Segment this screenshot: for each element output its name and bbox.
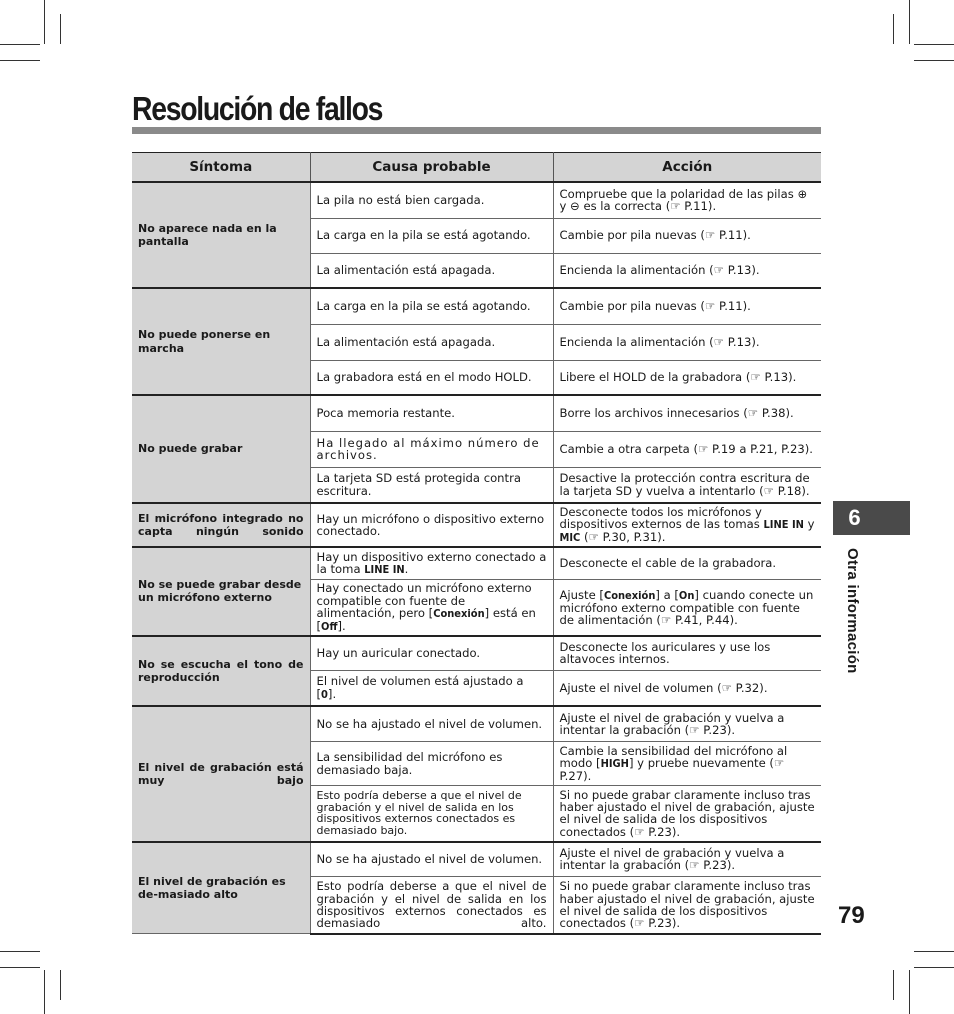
table-header-row [132, 153, 821, 183]
action-text: Cambie la sensibilidad del micrófono al modo [ [559, 743, 788, 771]
crop-mark [44, 0, 45, 44]
crop-mark [909, 970, 910, 1014]
cause-cell: Esto podría deberse a que el nivel de grabación y el nivel de salida en los dispositivos externos conectados es demasiado bajo. [310, 786, 553, 842]
symptom-cell [132, 706, 310, 842]
chapter-tab [833, 501, 910, 535]
table-row [132, 636, 821, 671]
action-cell: Libere el HOLD de la grabadora (☞ P.13). [553, 360, 821, 395]
action-cell [553, 742, 821, 786]
action-cell: Cambie por pila nuevas (☞ P.11). [553, 288, 821, 324]
cause-text: El nivel de volumen está ajustado a [ [316, 674, 524, 701]
crop-mark [909, 0, 910, 44]
cause-cell: Hay un auricular conectado. [310, 636, 553, 671]
action-cell: Cambie por pila nuevas (☞ P.11). [553, 218, 821, 253]
action-cell: Si no puede grabar claramente incluso tras haber ajustado el nivel de grabación, ajuste el nivel de salida de los dispositivos conectados (☞ P.23). [553, 877, 821, 934]
cause-text: Hay conectado un micrófono externo compatible con fuente de alimentación, pero [ [316, 581, 532, 621]
troubleshooting-table [132, 152, 821, 935]
cause-cell: No se ha ajustado el nivel de volumen. [310, 706, 553, 742]
action-text: ] y pruebe nuevamente (☞ P.27). [559, 756, 785, 784]
cause-cell: Ha llegado al máximo número de archivos. [310, 431, 553, 467]
page-title: Resolución de fallos [132, 90, 383, 127]
symptom-cell [132, 503, 310, 547]
action-cell: Borre los archivos innecesarios (☞ P.38). [553, 395, 821, 431]
cause-cell: La alimentación está apagada. [310, 253, 553, 288]
cause-cell: Hay un micrófono o dispositivo externo conectado. [310, 503, 553, 547]
symptom-cell: El nivel de grabación es de-masiado alto [132, 842, 310, 934]
action-text: Ajuste [ [559, 587, 604, 602]
cause-cell: La alimentación está apagada. [310, 324, 553, 360]
action-cell [553, 503, 821, 547]
key-label: 0 [321, 687, 328, 701]
crop-mark [893, 970, 894, 1000]
action-cell: Cambie a otra carpeta (☞ P.19 a P.21, P.23). [553, 431, 821, 467]
cause-cell: La sensibilidad del micrófono es demasiado baja. [310, 742, 553, 786]
cause-cell [310, 547, 553, 580]
cause-cell: La carga en la pila se está agotando. [310, 218, 553, 253]
key-label: On [678, 588, 695, 602]
action-cell: Desconecte los auriculares y use los altavoces internos. [553, 636, 821, 671]
cause-cell: La grabadora está en el modo HOLD. [310, 360, 553, 395]
crop-mark [0, 951, 40, 952]
cause-cell: La tarjeta SD está protegida contra escritura. [310, 467, 553, 503]
symptom-cell: No puede ponerse en marcha [132, 288, 310, 395]
crop-mark [914, 44, 954, 45]
crop-mark [0, 60, 40, 61]
table-row [132, 288, 821, 324]
page-number: 79 [838, 902, 865, 929]
action-text: ] a [ [655, 587, 679, 602]
key-label: Conexión [433, 607, 485, 621]
header-action: Acción [553, 153, 821, 183]
cause-text: ]. [337, 618, 346, 633]
key-label: Off [321, 619, 338, 633]
action-cell: Encienda la alimentación (☞ P.13). [553, 324, 821, 360]
crop-mark [914, 60, 954, 61]
crop-mark [0, 967, 40, 968]
cause-cell [310, 580, 553, 636]
symptom-cell: No se puede grabar desde un micrófono externo [132, 547, 310, 636]
action-cell [553, 580, 821, 636]
header-cause: Causa probable [310, 153, 553, 183]
cause-cell [310, 671, 553, 706]
table-row [132, 547, 821, 580]
crop-mark [60, 14, 61, 44]
cause-cell: Esto podría deberse a que el nivel de grabación y el nivel de salida en los dispositivos externos conectados es demasiado alto. [310, 877, 553, 934]
cause-cell: No se ha ajustado el nivel de volumen. [310, 842, 553, 877]
title-underline [132, 127, 821, 134]
table-row [132, 395, 821, 431]
action-text: ] cuando conecte un micrófono externo compatible con fuente de alimentación (☞ P.41, P.44). [559, 587, 814, 627]
action-cell: Si no puede grabar claramente incluso tras haber ajustado el nivel de grabación, ajuste el nivel de salida de los dispositivos conectados (☞ P.23). [553, 786, 821, 842]
symptom-text: El nivel de grabación está muy bajo [138, 760, 304, 787]
key-label: HIGH [600, 757, 629, 771]
cause-cell: La pila no está bien cargada. [310, 182, 553, 218]
cause-cell: Poca memoria restante. [310, 395, 553, 431]
table-row [132, 842, 821, 877]
symptom-cell [132, 636, 310, 706]
cause-text: Hay un dispositivo externo conectado a la toma [316, 550, 547, 577]
key-label: LINE IN [763, 518, 804, 532]
key-label: MIC [559, 531, 581, 545]
symptom-cell: No puede grabar [132, 395, 310, 503]
action-text: (☞ P.30, P.31). [580, 530, 666, 545]
chapter-number: 6 [848, 505, 861, 530]
action-cell: Encienda la alimentación (☞ P.13). [553, 253, 821, 288]
crop-mark [914, 951, 954, 952]
action-cell: Ajuste el nivel de volumen (☞ P.32). [553, 671, 821, 706]
table-row [132, 182, 821, 218]
chapter-label: Otra información [844, 548, 861, 674]
crop-mark [44, 970, 45, 1014]
crop-mark [60, 970, 61, 1000]
action-text: y [803, 517, 815, 532]
crop-mark [893, 14, 894, 44]
key-label: LINE IN [364, 563, 405, 577]
crop-mark [914, 967, 954, 968]
cause-text: ]. [327, 686, 337, 701]
table-row [132, 706, 821, 742]
header-symptom: Síntoma [132, 153, 310, 183]
symptom-text: El micrófono integrado no capta ningún sonido [138, 511, 304, 538]
crop-mark [0, 44, 40, 45]
action-cell: Ajuste el nivel de grabación y vuelva a intentar la grabación (☞ P.23). [553, 706, 821, 742]
action-cell: Desactive la protección contra escritura de la tarjeta SD y vuelva a intentarlo (☞ P.18). [553, 467, 821, 503]
table-row [132, 503, 821, 547]
key-label: Conexión [603, 588, 656, 602]
action-text: Desconecte todos los micrófonos y dispositivos externos de las tomas [559, 505, 764, 532]
cause-text: ] está en [ [316, 606, 536, 633]
cause-text: . [404, 562, 409, 577]
symptom-text: No se escucha el tono de reproducción [138, 657, 304, 684]
cause-cell: La carga en la pila se está agotando. [310, 288, 553, 324]
symptom-cell: No aparece nada en la pantalla [132, 182, 310, 288]
action-cell: Compruebe que la polaridad de las pilas ⊕ y ⊖ es la correcta (☞ P.11). [553, 182, 821, 218]
action-cell: Ajuste el nivel de grabación y vuelva a intentar la grabación (☞ P.23). [553, 842, 821, 877]
action-cell: Desconecte el cable de la grabadora. [553, 547, 821, 580]
